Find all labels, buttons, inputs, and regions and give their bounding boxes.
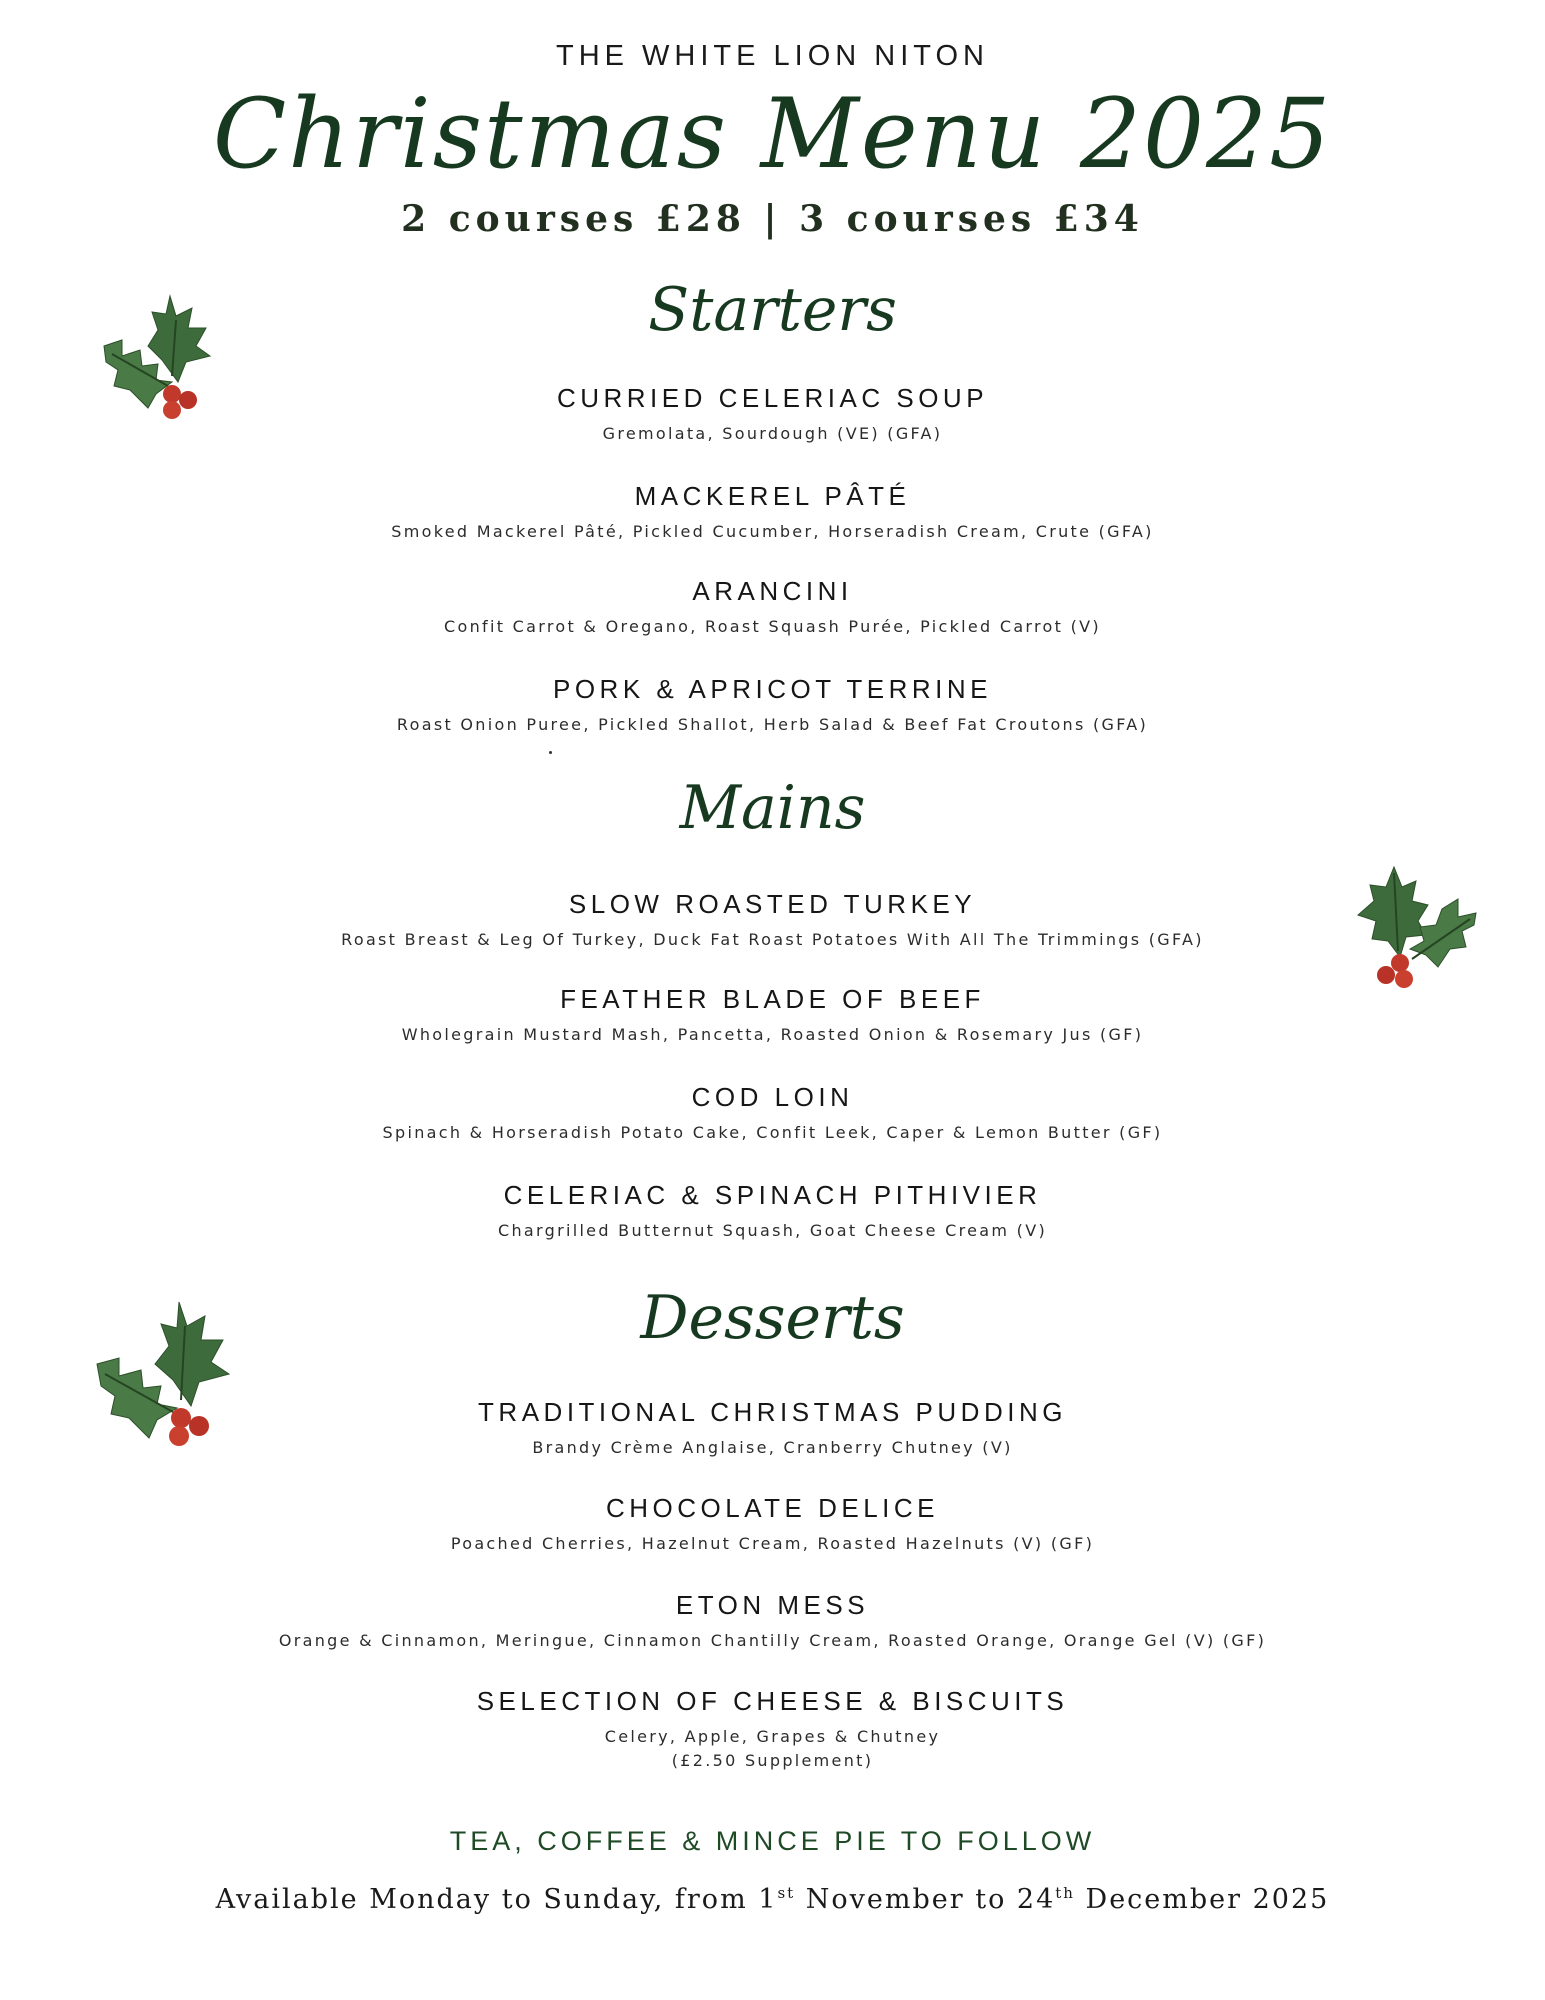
section-title-starters: Starters: [648, 275, 897, 345]
dish-description: Confit Carrot & Oregano, Roast Squash Purée, Pickled Carrot (V): [444, 617, 1101, 636]
dish-name: SLOW ROASTED TURKEY: [568, 889, 977, 919]
dish-description: Poached Cherries, Hazelnut Cream, Roasted Hazelnuts (V) (GF): [450, 1534, 1095, 1553]
dish-name: CELERIAC & SPINACH PITHIVIER: [503, 1180, 1042, 1210]
section-title-mains: Mains: [679, 773, 866, 843]
dish-description: Chargrilled Butternut Squash, Goat Cheese Cream (V): [498, 1221, 1047, 1240]
menu-title: Christmas Menu 2025: [212, 78, 1333, 190]
dish-name: CURRIED CELERIAC SOUP: [556, 383, 989, 413]
price-line: 2 courses £28 | 3 courses £34: [401, 198, 1144, 240]
dish-description: Spinach & Horseradish Potato Cake, Confit Leek, Caper & Lemon Butter (GF): [382, 1123, 1163, 1142]
dish-name: CHOCOLATE DELICE: [605, 1493, 939, 1523]
holly-icon: [95, 1300, 240, 1450]
dish-name: FEATHER BLADE OF BEEF: [560, 984, 985, 1014]
dish-description: Wholegrain Mustard Mash, Pancetta, Roasted Onion & Rosemary Jus (GF): [401, 1025, 1144, 1044]
dish-supplement: (£2.50 Supplement): [671, 1751, 874, 1770]
venue-name: THE WHITE LION NITON: [556, 40, 989, 72]
dish-name: PORK & APRICOT TERRINE: [552, 674, 992, 704]
dish-name: COD LOIN: [691, 1082, 854, 1112]
dish-description: Celery, Apple, Grapes & Chutney: [604, 1727, 941, 1746]
dish-name: TRADITIONAL CHRISTMAS PUDDING: [478, 1397, 1067, 1427]
dish-name: ETON MESS: [675, 1590, 870, 1620]
dish-description: Smoked Mackerel Pâté, Pickled Cucumber, Horseradish Cream, Crute (GFA): [391, 522, 1154, 541]
follow-line: TEA, COFFEE & MINCE PIE TO FOLLOW: [449, 1826, 1096, 1856]
dish-description: Brandy Crème Anglaise, Cranberry Chutney (V): [532, 1438, 1013, 1457]
holly-icon: [1350, 865, 1480, 995]
dish-name: MACKEREL PÂTÉ: [634, 481, 911, 511]
dish-description: Roast Onion Puree, Pickled Shallot, Herb Salad & Beef Fat Croutons (GFA): [396, 715, 1149, 734]
availability-line: Available Monday to Sunday, from 1st November to 24th December 2025: [215, 1884, 1330, 1915]
dish-description: Roast Breast & Leg Of Turkey, Duck Fat Roast Potatoes With All The Trimmings (GFA): [341, 930, 1204, 949]
stray-dot: [549, 751, 552, 754]
dish-description: Orange & Cinnamon, Meringue, Cinnamon Chantilly Cream, Roasted Orange, Orange Gel (V) (GF): [278, 1631, 1267, 1650]
dish-name: SELECTION OF CHEESE & BISCUITS: [476, 1686, 1069, 1716]
section-title-desserts: Desserts: [640, 1283, 905, 1353]
holly-icon: [100, 290, 230, 420]
dish-name: ARANCINI: [692, 576, 853, 606]
dish-description: Gremolata, Sourdough (VE) (GFA): [602, 424, 943, 443]
